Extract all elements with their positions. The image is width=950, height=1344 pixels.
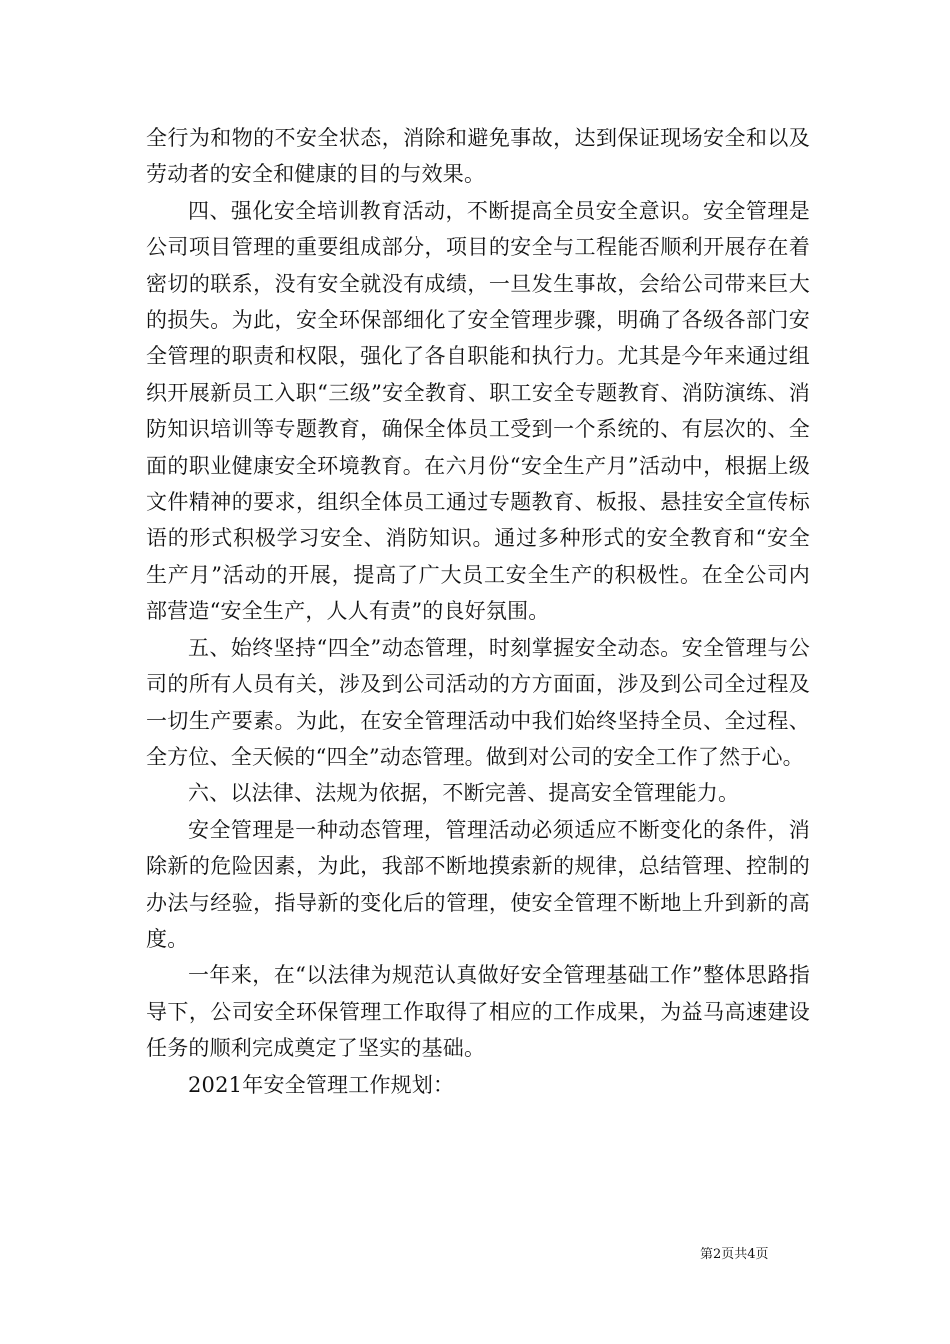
document-body xyxy=(146,120,810,1103)
paragraph-section-six-heading: 六、以法律、法规为依据，不断完善、提高安全管理能力。 xyxy=(188,781,740,806)
paragraph-continuation: 全行为和物的不安全状态，消除和避免事故，达到保证现场安全和以及劳动者的安全和健康的目的与效果。 xyxy=(146,126,810,187)
paragraph-section-four: 四、强化安全培训教育活动，不断提高全员安全意识。安全管理是公司项目管理的重要组成部分，项目的安全与工程能否顺利开展存在着密切的联系，没有安全就没有成绩，一旦发生事故，会给公司带来巨大的损失。为此，安全环保部细化了安全管理步骤，明确了各级各部门安全管理的职责和权限，强化了各自职能和执行力。尤其是今年来通过组织开展新员工入职“三级”安全教育、职工安全专题教育、消防演练、消防知识培训等专题教育，确保全体员工受到一个系统的、有层次的、全面的职业健康安全环境教育。在六月份“安全生产月”活动中，根据上级文件精神的要求，组织全体员工通过专题教育、板报、悬挂安全宣传标语的形式积极学习安全、消防知识。通过多种形式的安全教育和“安全生产月”活动的开展，提高了广大员工安全生产的积极性。在全公司内部营造“安全生产，人人有责”的良好氛围。 xyxy=(146,198,810,624)
page-number: 第2页共4页 xyxy=(700,1247,769,1262)
paragraph-section-five: 五、始终坚持“四全”动态管理，时刻掌握安全动态。安全管理与公司的所有人员有关，涉及到公司活动的方方面面，涉及到公司全过程及一切生产要素。为此，在安全管理活动中我们始终坚持全员、全过程、全方位、全天候的“四全”动态管理。做到对公司的安全工作了然于心。 xyxy=(146,635,810,769)
paragraph-year-summary: 一年来，在“以法律为规范认真做好安全管理基础工作”整体思路指导下，公司安全环保管理工作取得了相应的工作成果，为益马高速建设任务的顺利完成奠定了坚实的基础。 xyxy=(146,963,810,1061)
paragraph-plan-heading: 2021年安全管理工作规划： xyxy=(188,1072,455,1097)
paragraph-section-six-body: 安全管理是一种动态管理，管理活动必须适应不断变化的条件，消除新的危险因素，为此，我部不断地摸索新的规律，总结管理、控制的办法与经验，指导新的变化后的管理，使安全管理不断地上升到新的高度。 xyxy=(146,817,810,951)
